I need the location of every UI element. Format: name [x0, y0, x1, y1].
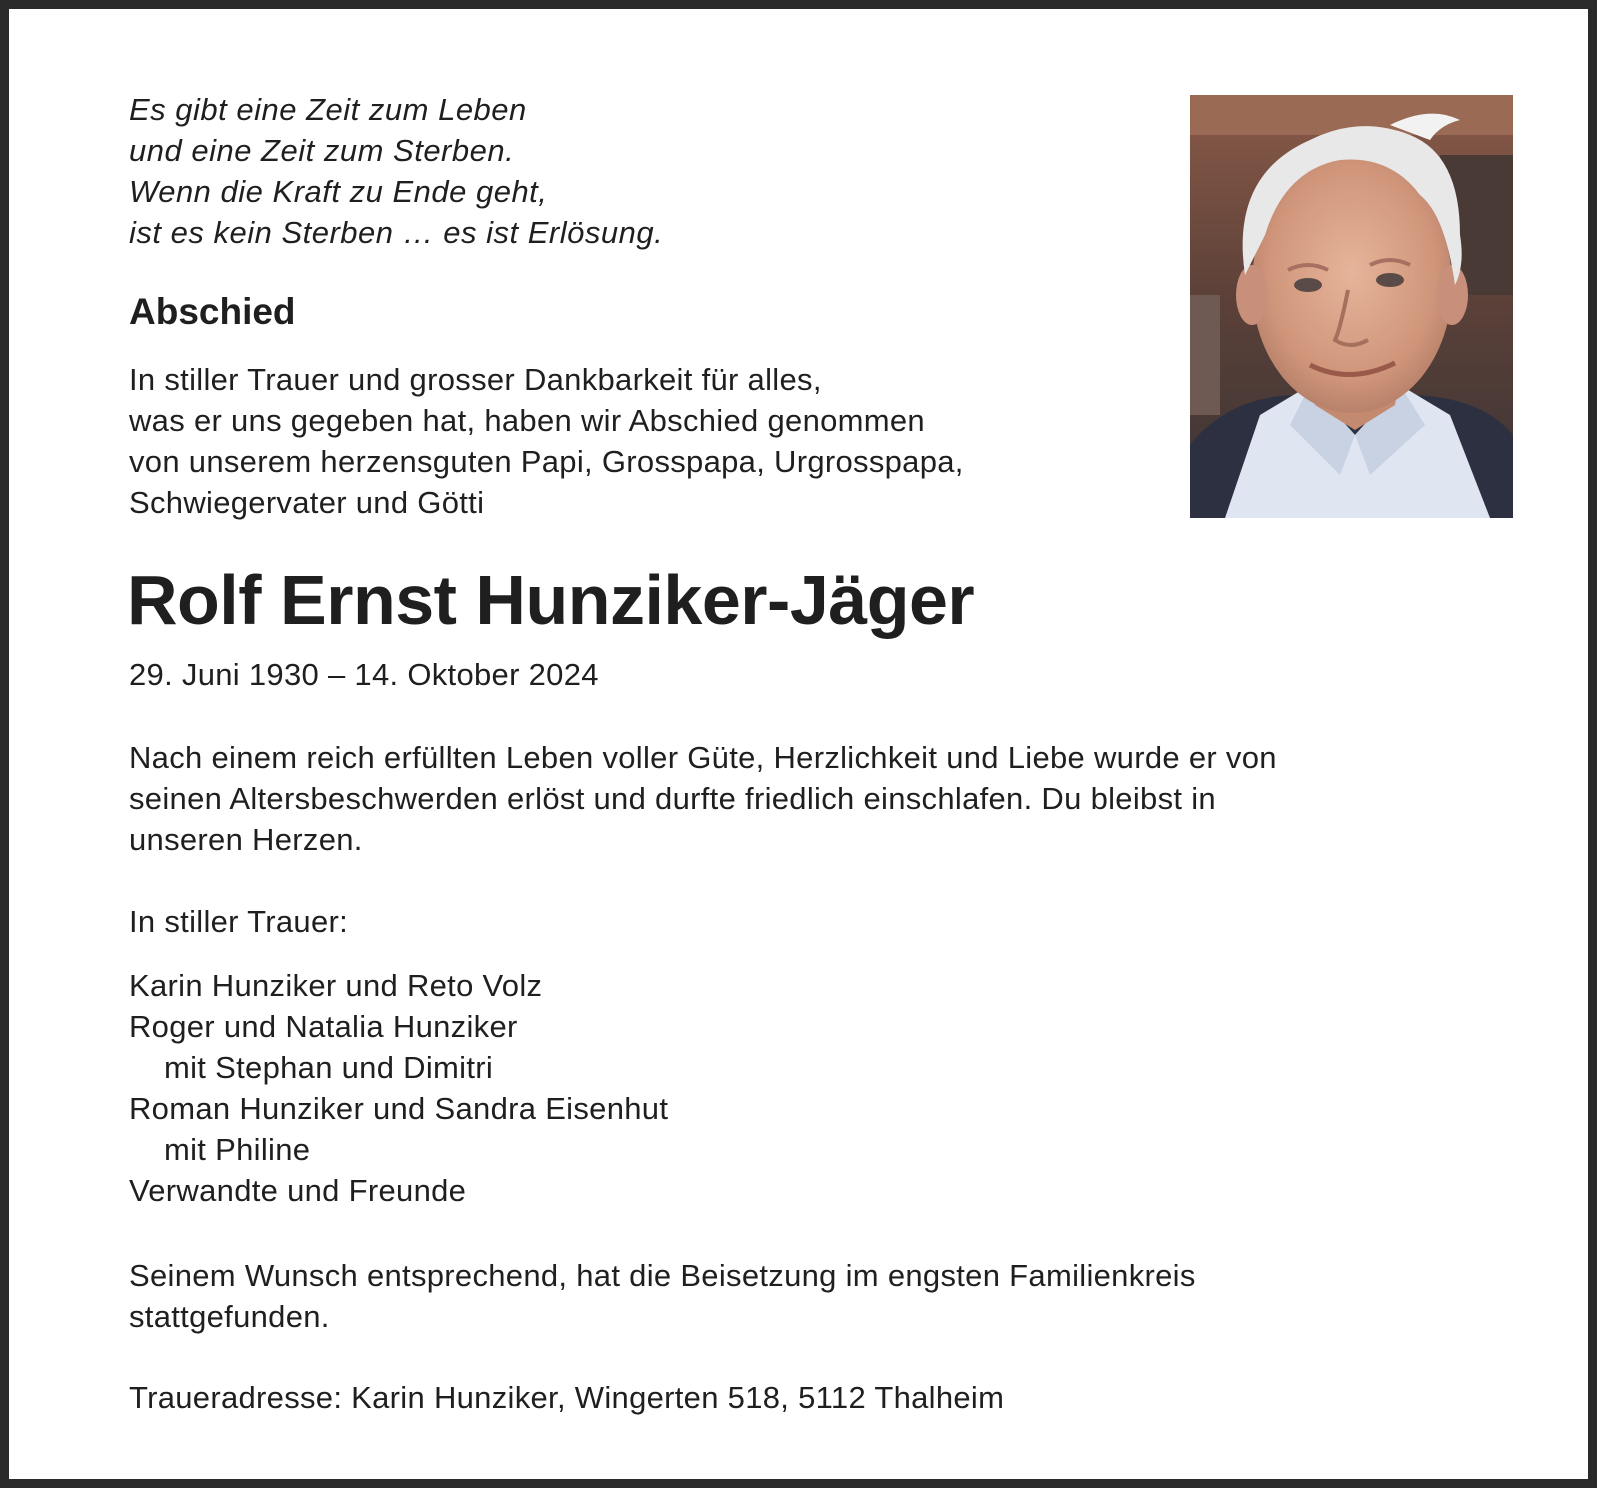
list-item: Verwandte und Freunde — [129, 1173, 467, 1208]
intro-line: Schwiegervater und Götti — [129, 485, 485, 520]
poem-line: ist es kein Sterben … es ist Erlösung. — [129, 215, 664, 250]
life-dates: 29. Juni 1930 – 14. Oktober 2024 — [129, 657, 599, 692]
burial-line: Seinem Wunsch entsprechend, hat die Beisetzung im engsten Familienkreis — [129, 1258, 1196, 1293]
list-item: Roman Hunziker und Sandra Eisenhut — [129, 1091, 669, 1126]
poem-line: Es gibt eine Zeit zum Leben — [129, 92, 527, 127]
list-item: mit Stephan und Dimitri — [164, 1050, 494, 1085]
poem-line: und eine Zeit zum Sterben. — [129, 133, 515, 168]
mourning-address: Traueradresse: Karin Hunziker, Wingerten 518, 5112 Thalheim — [129, 1380, 1005, 1415]
poem — [129, 89, 1029, 253]
tribute-line: unseren Herzen. — [129, 822, 363, 857]
deceased-name: Rolf Ernst Hunziker-Jäger — [127, 561, 975, 639]
mourners-list — [129, 965, 668, 1211]
tribute-paragraph — [129, 737, 1509, 860]
list-item: mit Philine — [164, 1132, 311, 1167]
portrait-icon — [1190, 95, 1513, 518]
portrait-photo — [1190, 95, 1513, 518]
tribute-line: seinen Altersbeschwerden erlöst und durfte friedlich einschlafen. Du bleibst in — [129, 781, 1216, 816]
list-item: Roger und Natalia Hunziker — [129, 1009, 518, 1044]
burial-note — [129, 1255, 1509, 1337]
intro-line: von unserem herzensguten Papi, Grosspapa, Urgrosspapa, — [129, 444, 964, 479]
burial-line: stattgefunden. — [129, 1299, 330, 1334]
intro-line: In stiller Trauer und grosser Dankbarkeit für alles, — [129, 362, 822, 397]
section-heading: Abschied — [129, 291, 296, 332]
mourning-label: In stiller Trauer: — [129, 904, 349, 939]
intro-line: was er uns gegeben hat, haben wir Abschied genommen — [129, 403, 925, 438]
poem-line: Wenn die Kraft zu Ende geht, — [129, 174, 548, 209]
tribute-line: Nach einem reich erfüllten Leben voller Güte, Herzlichkeit und Liebe wurde er von — [129, 740, 1277, 775]
list-item: Karin Hunziker und Reto Volz — [129, 968, 543, 1003]
intro-text — [129, 359, 1149, 523]
